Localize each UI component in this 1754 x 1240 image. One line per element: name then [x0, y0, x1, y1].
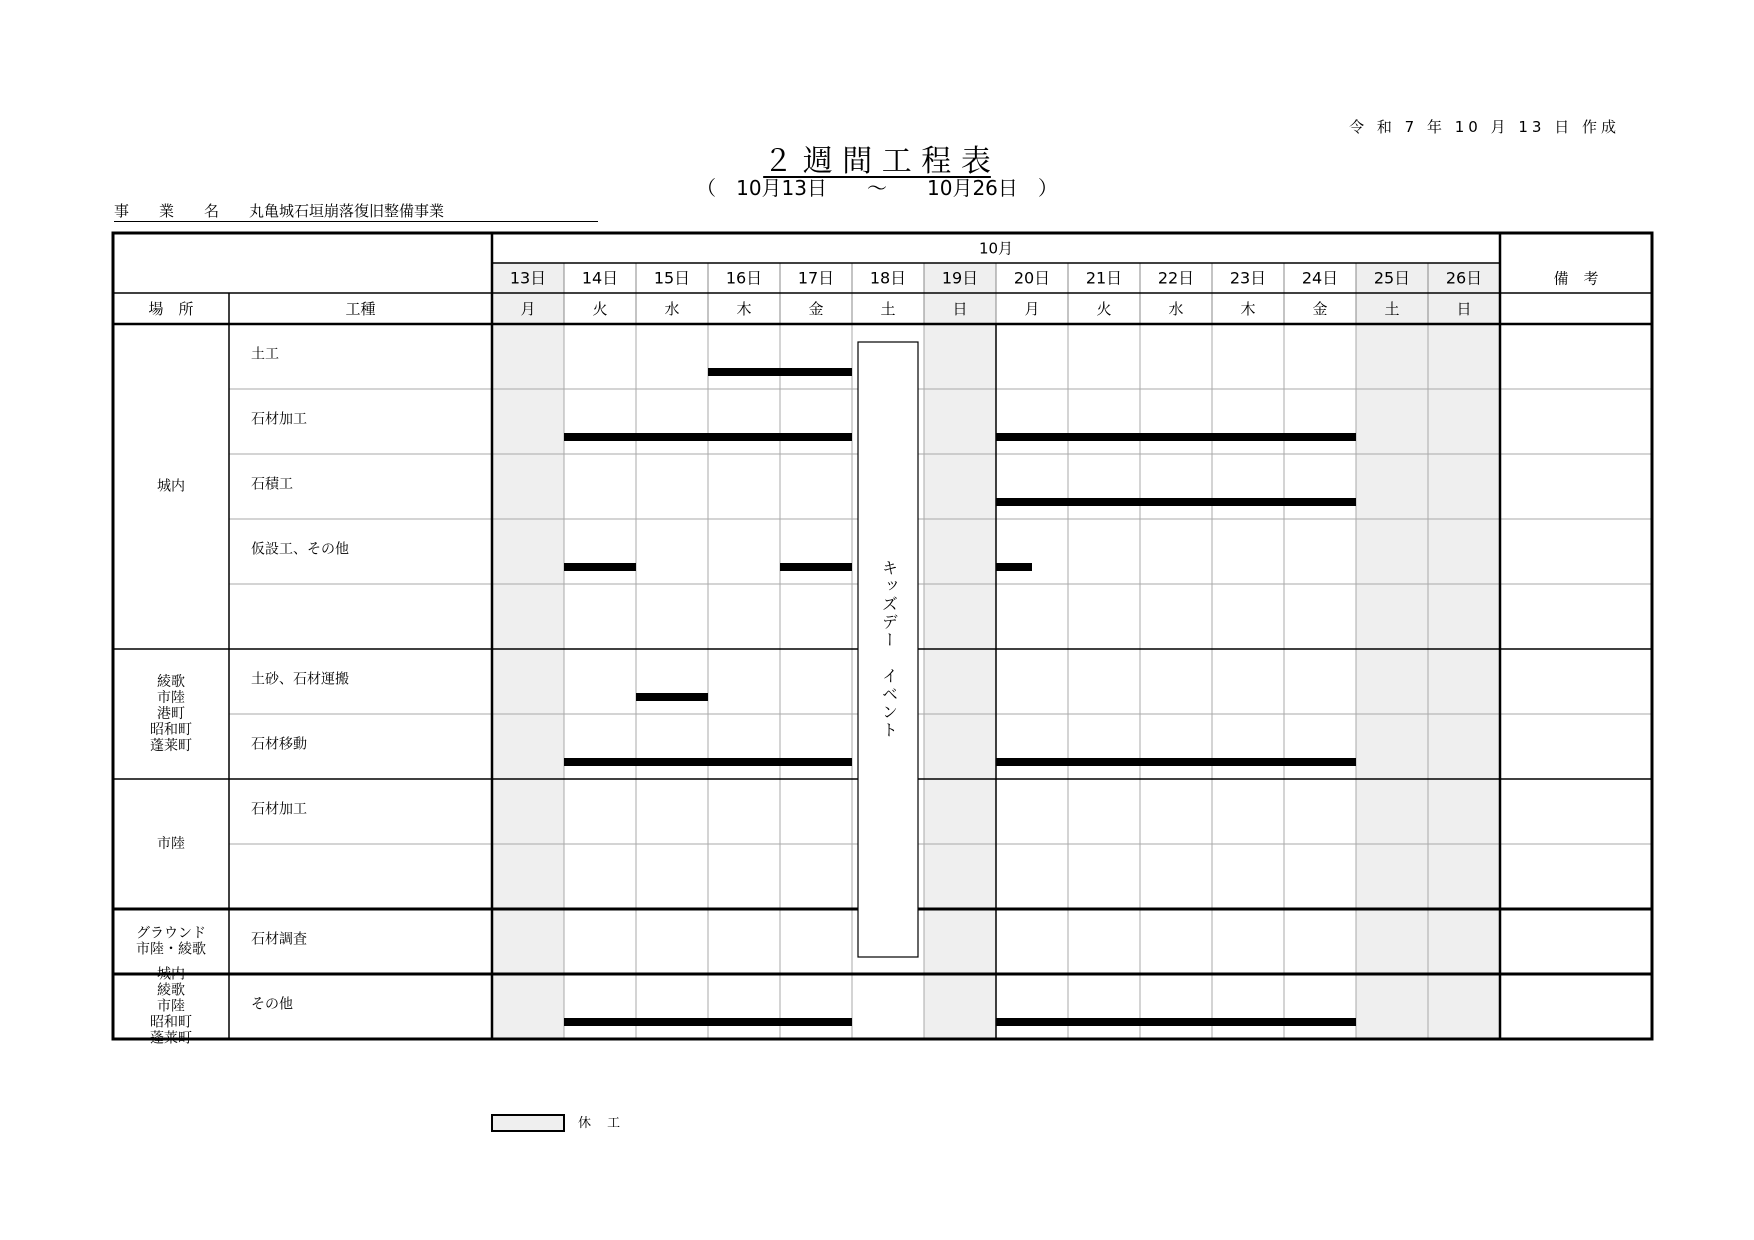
place-label: 市陸: [157, 998, 185, 1015]
rest-day-shade: [924, 263, 996, 1039]
place-label: 綾歌: [157, 674, 185, 690]
place-label: 港町: [157, 706, 185, 722]
day-weekday-label: 日: [1456, 300, 1472, 318]
day-weekday-label: 水: [664, 300, 680, 318]
place-label: 城内: [157, 966, 185, 983]
day-date-label: 23日: [1229, 268, 1267, 288]
schedule-bar: [708, 368, 852, 376]
schedule-bar: [996, 563, 1032, 571]
work-label: 石材加工: [251, 411, 307, 428]
day-weekday-label: 火: [1096, 300, 1112, 318]
day-weekday-label: 木: [736, 300, 752, 318]
rest-day-shade: [1428, 263, 1500, 1039]
rest-day-shade: [1356, 263, 1428, 1039]
schedule-bar: [996, 433, 1356, 441]
day-weekday-label: 木: [1240, 300, 1256, 318]
place-label: 城内: [157, 478, 185, 495]
schedule-bar: [996, 758, 1356, 766]
page-title-text: ２ 週 間 工 程 表: [763, 144, 991, 179]
day-weekday-label: 日: [952, 300, 968, 318]
schedule-bar: [564, 1018, 852, 1026]
day-date-label: 18日: [869, 268, 907, 288]
day-weekday-label: 月: [520, 300, 536, 318]
day-weekday-label: 水: [1168, 300, 1184, 318]
day-date-label: 22日: [1157, 268, 1195, 288]
day-date-label: 14日: [581, 268, 619, 288]
created-date: 令 和 7 年 10 月 13 日 作成: [1349, 118, 1620, 136]
place-label: 蓬莱町: [150, 1030, 192, 1047]
day-date-label: 20日: [1013, 268, 1051, 288]
work-label: 仮設工、その他: [251, 541, 349, 558]
place-label: 昭和町: [150, 722, 192, 738]
place-label: グラウンド: [136, 925, 206, 942]
day-weekday-label: 火: [592, 300, 608, 318]
legend-rest-label: 休 工: [578, 1116, 627, 1131]
day-weekday-label: 金: [1312, 300, 1328, 318]
month-label: 10月: [978, 239, 1014, 258]
day-date-label: 19日: [941, 268, 979, 288]
schedule-bar: [780, 563, 852, 571]
work-label: 石材移動: [251, 736, 307, 753]
place-label: 市陸: [157, 690, 185, 706]
day-date-label: 17日: [797, 268, 835, 288]
place-label: 市陸: [157, 836, 185, 852]
place-label: 市陸・綾歌: [136, 941, 206, 958]
work-label: 土砂、石材運搬: [251, 671, 349, 688]
day-weekday-label: 月: [1024, 300, 1040, 318]
legend-rest-swatch: [491, 1114, 565, 1132]
day-weekday-label: 土: [1384, 300, 1400, 318]
schedule-period: （ 10月13日 ～ 10月26日 ）: [696, 176, 1058, 200]
day-weekday-label: 金: [808, 300, 824, 318]
place-label: 昭和町: [150, 1014, 192, 1031]
day-date-label: 15日: [653, 268, 691, 288]
work-label: 石積工: [251, 476, 293, 493]
schedule-bar: [564, 433, 852, 441]
schedule-bar: [996, 498, 1356, 506]
day-date-label: 16日: [725, 268, 763, 288]
place-label: 綾歌: [157, 982, 185, 999]
work-header: 工種: [345, 300, 376, 318]
event-label: キッズデー イベント: [879, 559, 899, 740]
day-date-label: 13日: [509, 268, 547, 288]
rest-day-shade: [492, 263, 564, 1039]
schedule-bar: [564, 563, 636, 571]
day-date-label: 21日: [1085, 268, 1123, 288]
day-date-label: 26日: [1445, 268, 1483, 288]
work-label: 土工: [251, 346, 279, 363]
schedule-bar: [996, 1018, 1356, 1026]
work-label: 石材調査: [251, 931, 307, 948]
day-date-label: 24日: [1301, 268, 1339, 288]
place-label: 蓬莱町: [150, 738, 192, 754]
day-weekday-label: 土: [880, 300, 896, 318]
schedule-bar: [636, 693, 708, 701]
place-header: 場 所: [148, 300, 194, 318]
notes-header: 備 考: [1553, 269, 1599, 288]
work-label: その他: [251, 996, 293, 1013]
project-name: 事 業 名 丸亀城石垣崩落復旧整備事業: [114, 200, 598, 222]
schedule-bar: [564, 758, 852, 766]
day-date-label: 25日: [1373, 268, 1411, 288]
work-label: 石材加工: [251, 801, 307, 818]
